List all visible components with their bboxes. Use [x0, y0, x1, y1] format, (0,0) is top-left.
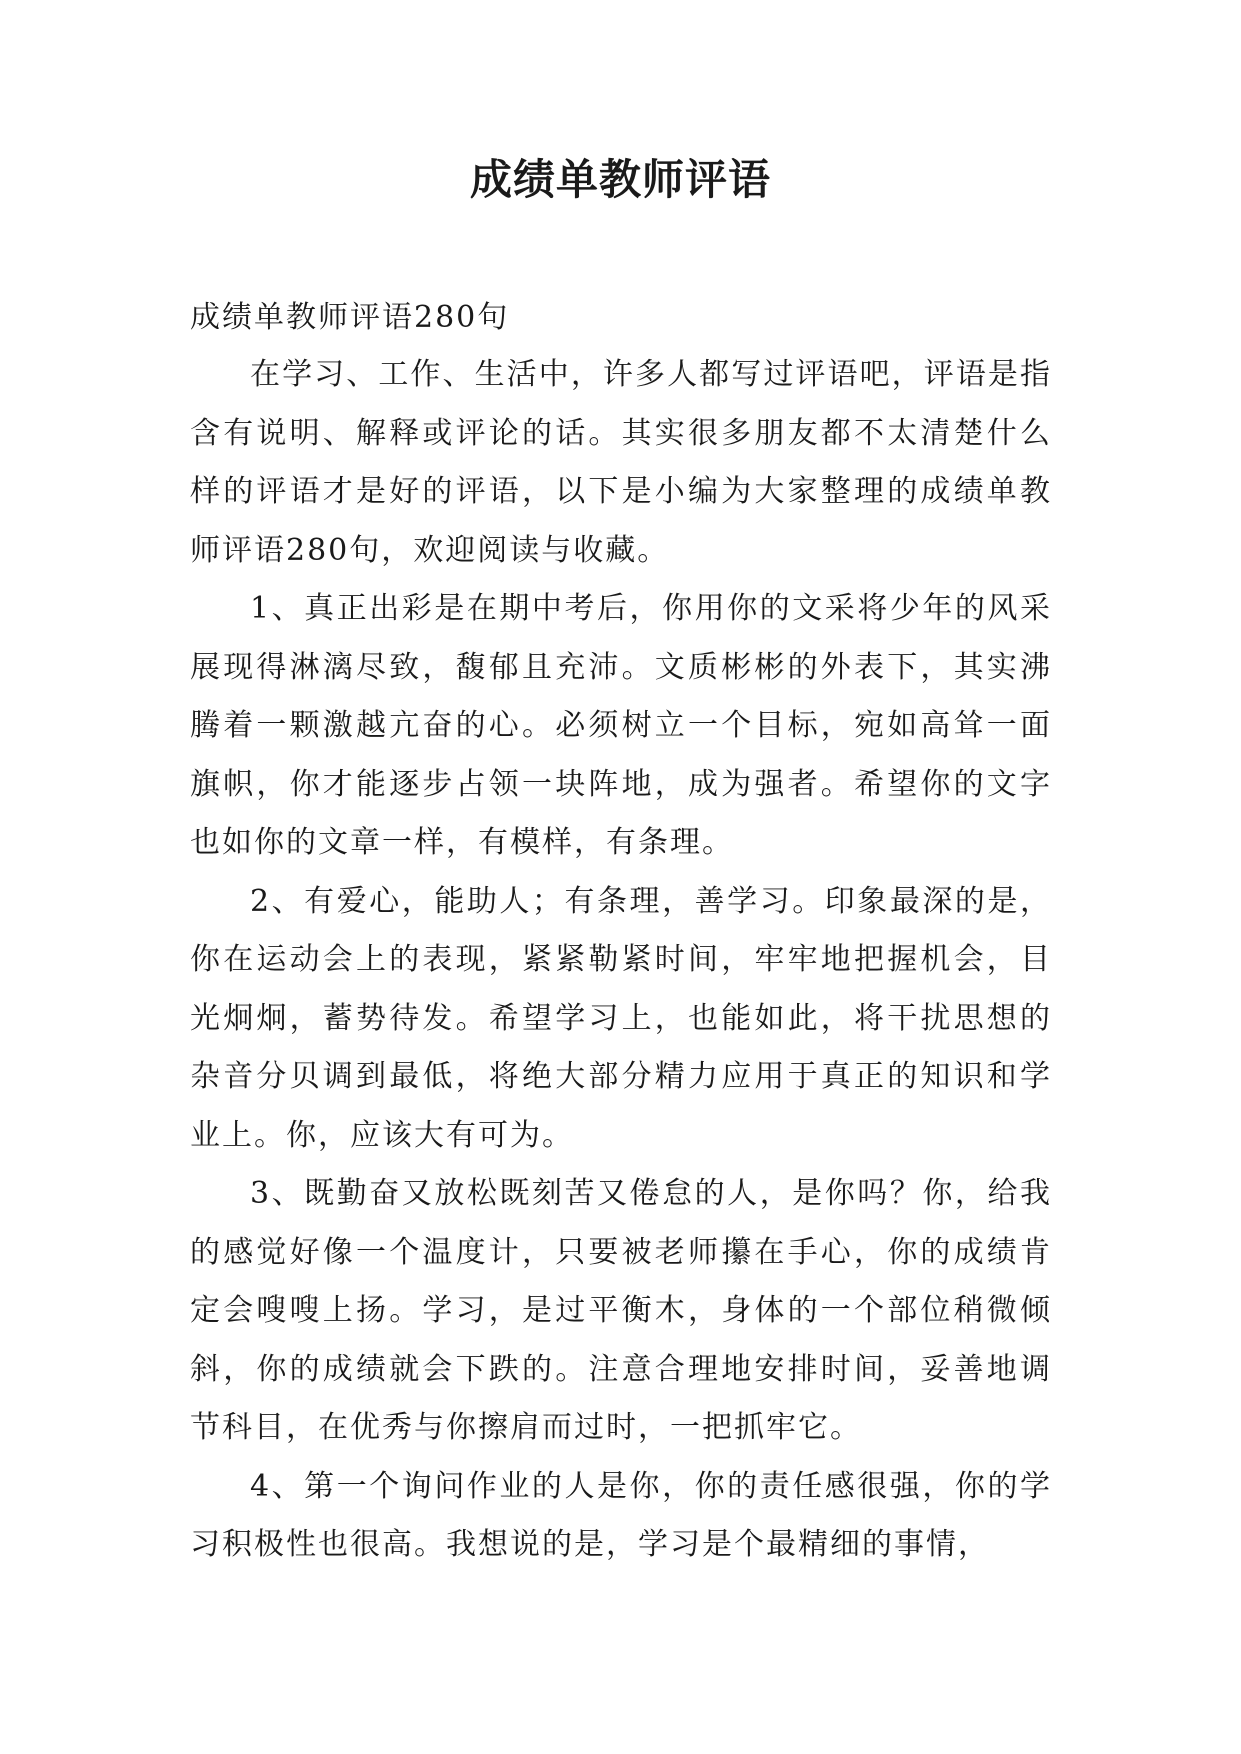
intro-paragraph: 在学习、工作、生活中，许多人都写过评语吧，评语是指含有说明、解释或评论的话。其实很多朋友都不太清楚什么样的评语才是好的评语，以下是小编为大家整理的成绩单教师评语280句，欢迎阅读与收藏。 — [190, 357, 1052, 568]
comment-paragraph-4: 4、第一个询问作业的人是你，你的责任感很强，你的学习积极性也很高。我想说的是，学习是个最精细的事情， — [190, 1468, 1052, 1562]
comment-paragraph-3: 3、既勤奋又放松既刻苦又倦怠的人，是你吗？你，给我的感觉好像一个温度计，只要被老师攥在手心，你的成绩肯定会嗖嗖上扬。学习，是过平衡木，身体的一个部位稍微倾斜，你的成绩就会下跌的。注意合理地安排时间，妥善地调节科目，在优秀与你擦肩而过时，一把抓牢它。 — [190, 1176, 1052, 1445]
page-title: 成绩单教师评语 — [469, 155, 771, 204]
document-subtitle: 成绩单教师评语280句 — [190, 300, 510, 335]
comment-paragraph-2: 2、有爱心，能助人；有条理，善学习。印象最深的是，你在运动会上的表现，紧紧勒紧时间，牢牢地把握机会，目光炯炯，蓄势待发。希望学习上，也能如此，将干扰思想的杂音分贝调到最低，将绝大部分精力应用于真正的知识和学业上。你，应该大有可为。 — [190, 883, 1052, 1153]
document-body — [190, 290, 1052, 1575]
comment-paragraph-1: 1、真正出彩是在期中考后，你用你的文采将少年的风采展现得淋漓尽致，馥郁且充沛。文质彬彬的外表下，其实沸腾着一颗激越亢奋的心。必须树立一个目标，宛如高耸一面旗帜，你才能逐步占领一块阵地，成为强者。希望你的文字也如你的文章一样，有模样，有条理。 — [190, 591, 1052, 860]
